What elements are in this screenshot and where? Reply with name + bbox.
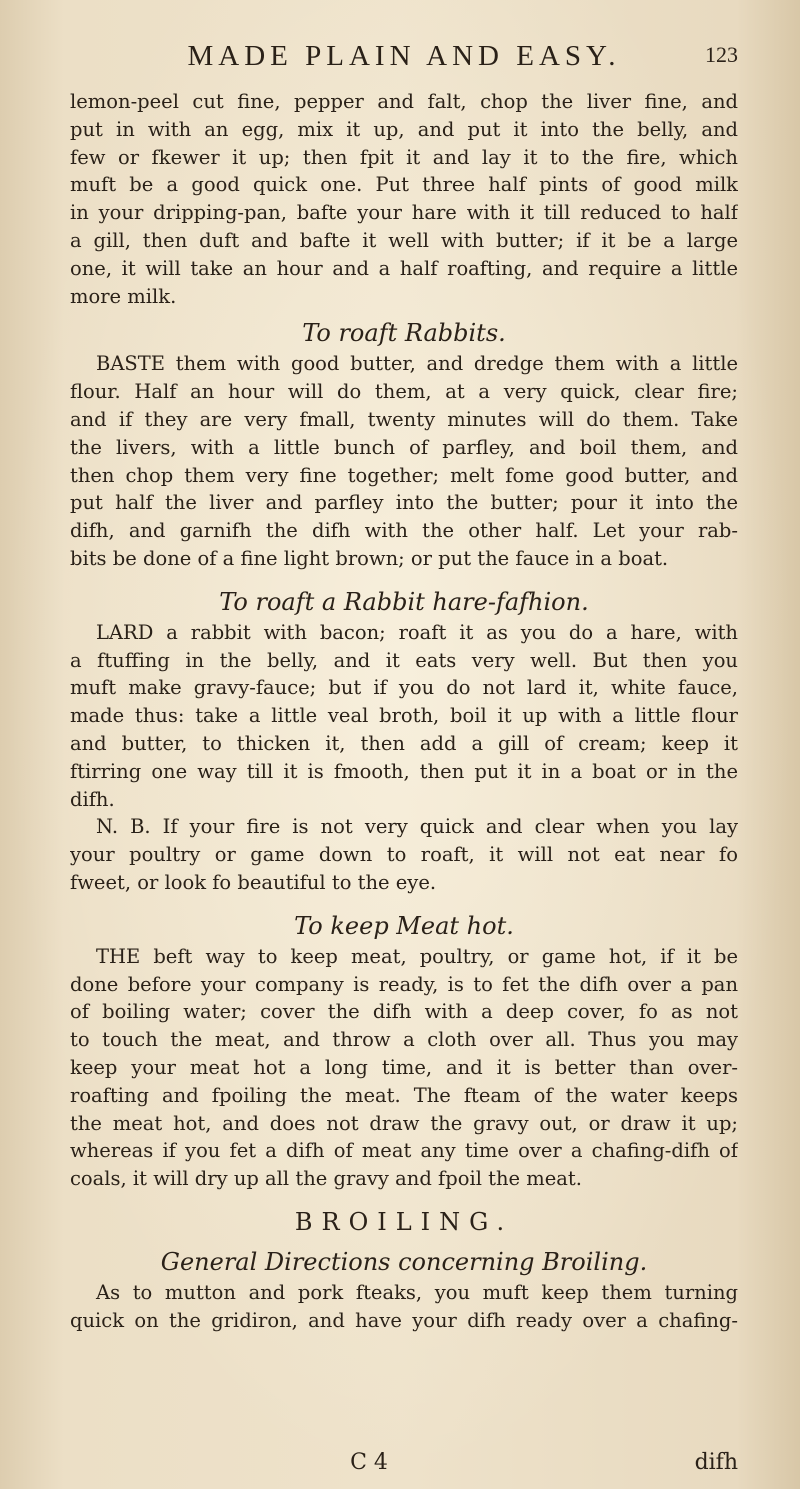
text-line: put in with an egg, mix it up, and put it into the belly, and — [70, 117, 738, 141]
text-line: bits be done of a fine light brown; or put the fauce in a boat. — [70, 546, 669, 570]
text-line: flour. Half an hour will do them, at a very quick, clear fire; — [70, 380, 738, 404]
text-line: THE beft way to keep meat, poultry, or game hot, if it be — [96, 944, 738, 968]
text-line: more milk. — [70, 284, 177, 308]
running-title: MADE PLAIN AND EASY. — [187, 40, 621, 72]
page-footer — [0, 1450, 738, 1475]
hare-continuation — [70, 88, 738, 310]
text-line: lemon-peel cut fine, pepper and falt, chop the liver fine, and — [70, 90, 738, 113]
recipe-keep-meat-hot — [70, 909, 738, 1193]
text-line: quick on the gridiron, and have your difh ready over a chafing- — [70, 1308, 738, 1332]
text-line: a ftuffing in the belly, and it eats very well. But then you — [70, 648, 738, 672]
signature-mark: C 4 — [350, 1450, 388, 1475]
chapter-broiling — [70, 1205, 738, 1239]
text-line: difh. — [70, 787, 115, 811]
text-line: LARD a rabbit with bacon; roaft it as you do a hare, with — [96, 620, 738, 644]
recipe-heading: To keep Meat hot. — [294, 911, 514, 940]
text-line: As to mutton and pork fteaks, you muft keep them turning — [96, 1280, 738, 1304]
text-line: BASTE them with good butter, and dredge them with a little — [96, 352, 738, 376]
text-line: the livers, with a little bunch of parfley, and boil them, and — [70, 435, 738, 459]
recipe-heading: To roaft Rabbits. — [302, 319, 506, 348]
text-line: done before your company is ready, is to fet the difh over a pan — [70, 972, 738, 996]
text-line: put half the liver and parfley into the butter; pour it into the — [70, 491, 738, 515]
text-line: made thus: take a little veal broth, boil it up with a little flour — [70, 704, 738, 728]
text-line: whereas if you fet a difh of meat any time over a chafing-difh of — [70, 1139, 738, 1163]
catchword: difh — [694, 1450, 738, 1475]
chapter-heading: BROILING. — [294, 1207, 514, 1236]
text-line: the meat hot, and does not draw the gravy out, or draw it up; — [70, 1111, 738, 1135]
text-line: then chop them very fine together; melt fome good butter, and — [70, 463, 738, 487]
text-line: difh, and garnifh the difh with the other half. Let your rab- — [70, 519, 738, 543]
text-line: to touch the meat, and throw a cloth over all. Thus you may — [70, 1028, 738, 1052]
recipe-broiling-directions — [70, 1245, 738, 1335]
text-line: roafting and fpoiling the meat. The fteam of the water keeps — [70, 1083, 738, 1107]
text-line: one, it will take an hour and a half roafting, and require a little — [70, 256, 738, 280]
recipe-heading: General Directions concerning Broiling. — [160, 1247, 648, 1276]
text-line: ftirring one way till it is fmooth, then put it in a boat or in the — [70, 759, 738, 783]
text-line: few or fkewer it up; then fpit it and lay it to the fire, which — [70, 145, 738, 169]
text-line: a gill, then duft and bafte it well with butter; if it be a large — [70, 228, 738, 252]
text-line: coals, it will dry up all the gravy and fpoil the meat. — [70, 1167, 582, 1191]
text-line: and butter, to thicken it, then add a gill of cream; keep it — [70, 731, 738, 755]
recipe-rabbit-hare-fashion — [70, 585, 738, 897]
text-line: fweet, or look fo beautiful to the eye. — [70, 870, 437, 894]
text-line: keep your meat hot a long time, and it is better than over- — [70, 1055, 738, 1079]
page-number: 123 — [705, 42, 738, 67]
text-line: muft be a good quick one. Put three half pints of good milk — [70, 173, 738, 197]
recipe-roast-rabbits — [70, 316, 738, 572]
running-header — [70, 40, 738, 88]
text-line: N. B. If your fire is not very quick and clear when you lay — [96, 815, 738, 839]
text-line: and if they are very fmall, twenty minutes will do them. Take — [70, 407, 738, 431]
text-line: muft make gravy-fauce; but if you do not lard it, white fauce, — [70, 676, 738, 700]
recipe-heading: To roaft a Rabbit hare-fafhion. — [219, 587, 589, 616]
text-line: in your dripping-pan, bafte your hare with it till reduced to half — [70, 201, 738, 225]
text-line: of boiling water; cover the difh with a deep cover, fo as not — [70, 1000, 738, 1024]
text-line: your poultry or game down to roaft, it will not eat near fo — [70, 843, 738, 867]
